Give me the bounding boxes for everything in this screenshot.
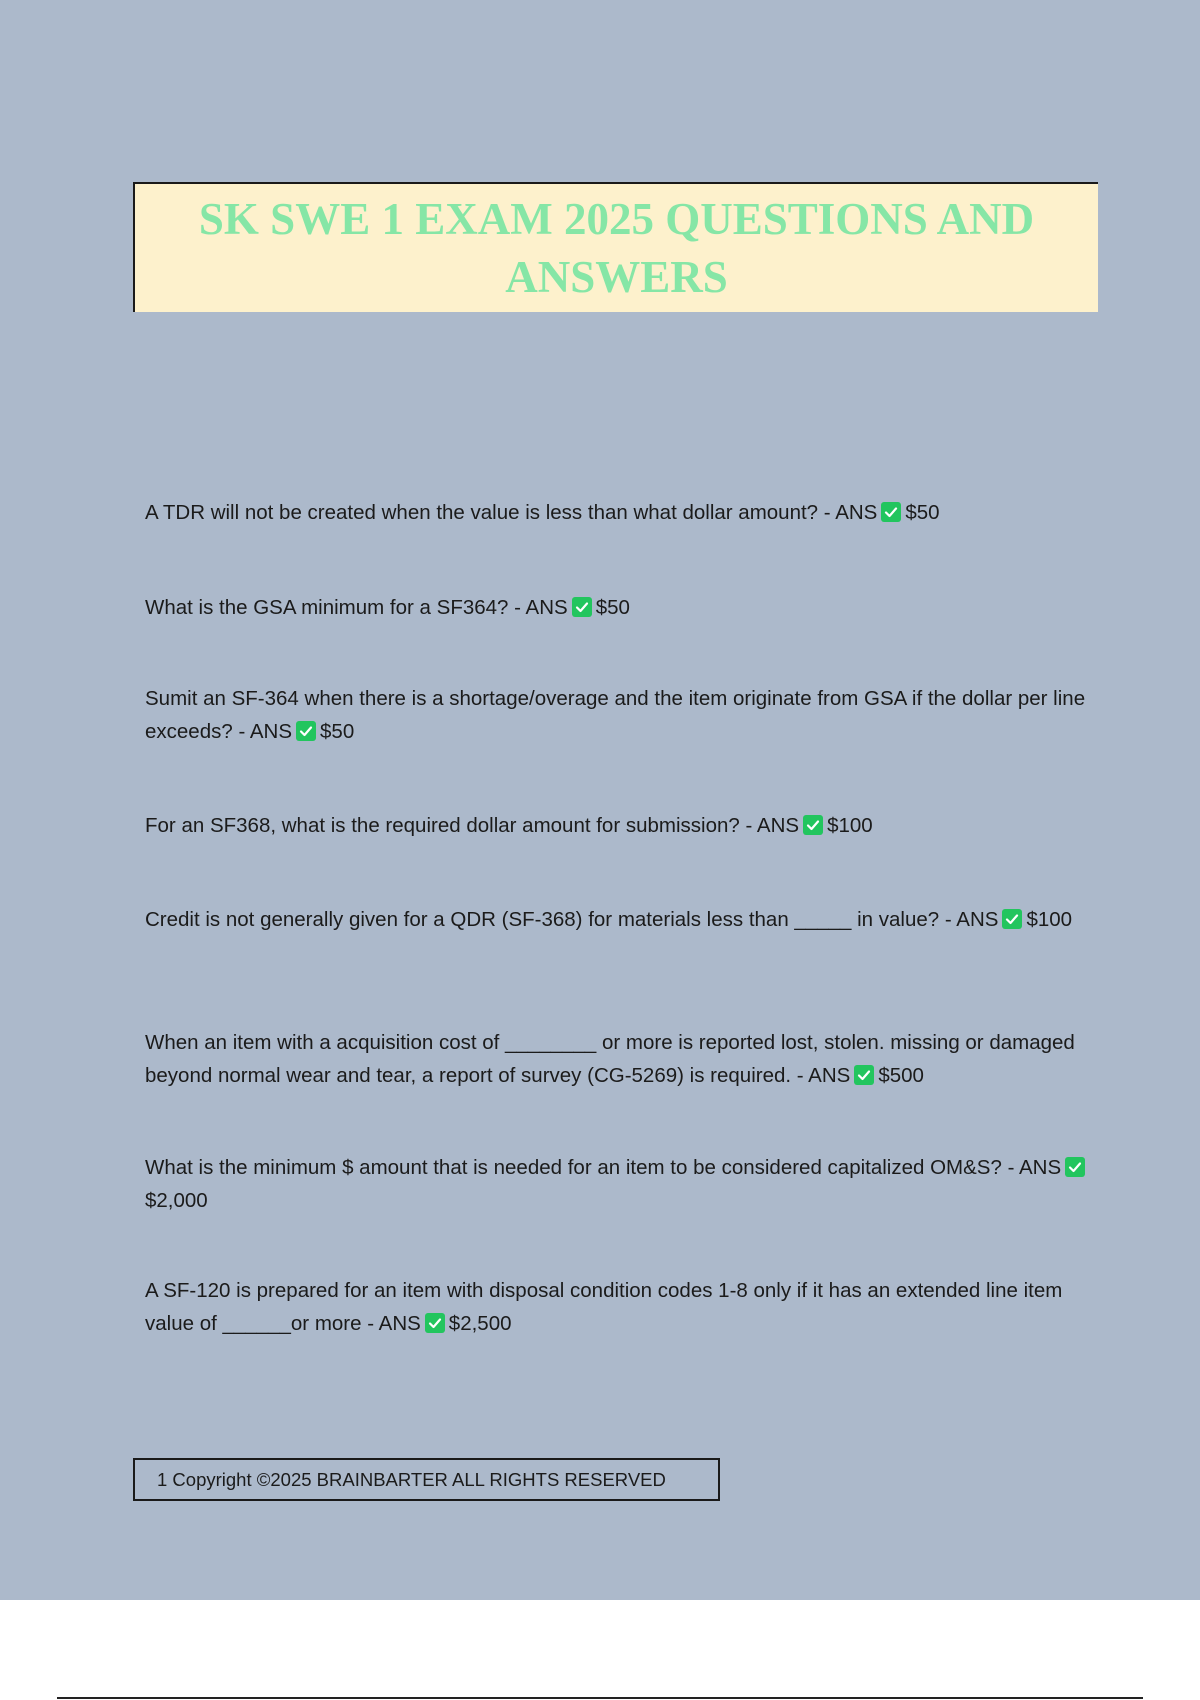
- check-icon: [572, 597, 592, 617]
- question-text: A TDR will not be created when the value is less than what dollar amount? -: [145, 501, 831, 524]
- check-icon: [425, 1313, 445, 1333]
- answer-label: ANS: [956, 908, 999, 931]
- answer-value: $50: [595, 596, 630, 619]
- question-text: What is the minimum $ amount that is needed for an item to be considered capitalized OM&S? -: [145, 1156, 1015, 1179]
- qa-item-3: [145, 682, 1095, 748]
- answer-label: ANS: [756, 814, 800, 837]
- copyright-text: 1 Copyright ©2025 BRAINBARTER ALL RIGHTS RESERVED: [157, 1468, 666, 1490]
- check-icon: [296, 721, 316, 741]
- qa-item-1: [145, 496, 1095, 529]
- question-text: Sumit an SF-364 when there is a shortage/overage and the item originate from GSA if the dollar per line exceeds? -: [145, 687, 1086, 743]
- question-text: For an SF368, what is the required dollar amount for submission? -: [145, 814, 753, 837]
- answer-label: ANS: [808, 1064, 851, 1087]
- check-icon: [1002, 909, 1022, 929]
- qa-item-7: [145, 1151, 1095, 1217]
- answer-label: ANS: [249, 720, 293, 743]
- title-box: [133, 182, 1098, 312]
- qa-item-5: [145, 903, 1095, 936]
- qa-item-2: [145, 591, 1095, 624]
- answer-value: $2,500: [448, 1312, 512, 1335]
- answer-value: $50: [320, 720, 355, 743]
- qa-item-8: [145, 1274, 1095, 1340]
- question-text: When an item with a acquisition cost of ________ or more is reported lost, stolen. missing or damaged beyond normal wear and tear, a report of survey (CG-5269) is required. -: [145, 1031, 1075, 1087]
- answer-value: $100: [1026, 908, 1073, 931]
- qa-item-6: [145, 1026, 1095, 1092]
- check-icon: [1065, 1157, 1085, 1177]
- answer-value: $50: [905, 501, 940, 524]
- check-icon: [803, 815, 823, 835]
- check-icon: [881, 502, 901, 522]
- answer-label: ANS: [1018, 1156, 1062, 1179]
- answer-value: $100: [827, 814, 873, 837]
- answer-value: $2,000: [145, 1189, 208, 1212]
- answer-label: ANS: [378, 1312, 421, 1335]
- question-text: Credit is not generally given for a QDR (SF-368) for materials less than _____ in value? -: [145, 908, 952, 931]
- page-divider: [57, 1697, 1143, 1699]
- question-text: What is the GSA minimum for a SF364? -: [145, 596, 521, 619]
- copyright-footer: [133, 1458, 720, 1501]
- answer-value: $500: [878, 1064, 924, 1087]
- answer-label: ANS: [835, 501, 878, 524]
- qa-item-4: [145, 809, 1095, 842]
- check-icon: [854, 1065, 874, 1085]
- answer-label: ANS: [525, 596, 568, 619]
- question-text: A SF-120 is prepared for an item with disposal condition codes 1-8 only if it has an extended line item value of ______or more -: [145, 1279, 1063, 1335]
- document-title: SK SWE 1 EXAM 2025 QUESTIONS AND ANSWERS: [198, 194, 1035, 302]
